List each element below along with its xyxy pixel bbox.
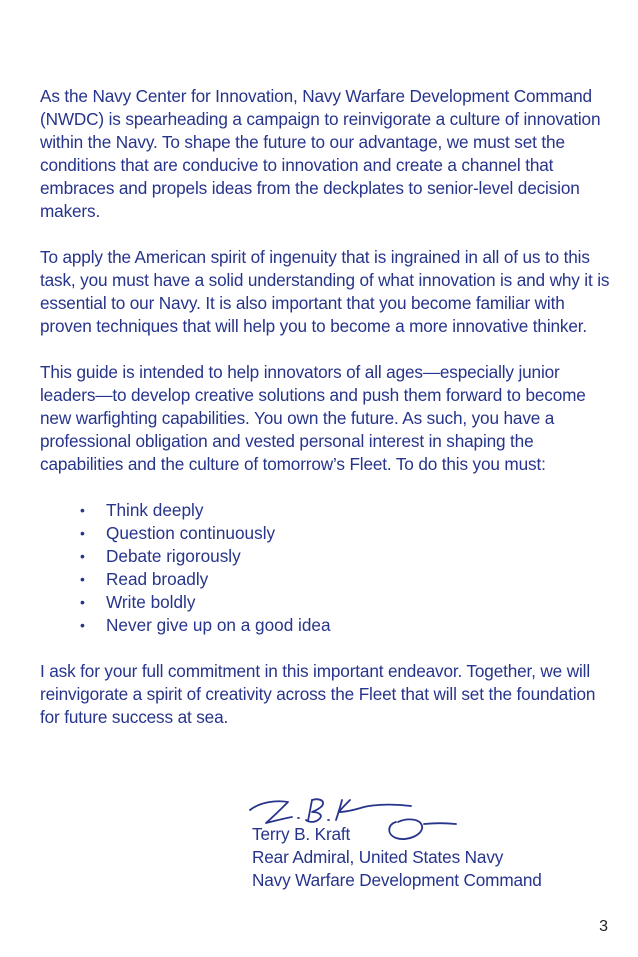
list-item: [80, 591, 610, 614]
bullet-icon: •: [80, 617, 85, 633]
list-item-text: Write boldly: [106, 592, 196, 612]
bullet-icon: •: [80, 571, 85, 587]
paragraph-guide: This guide is intended to help innovators of all ages—especially junior leaders—to develop creative solutions and push them forward to become new warfighting capabilities. You own the future. As such, you have a professional obligation and vested personal interest in shaping the capabilities and the culture of tomorrow’s Fleet. To do this you must:: [40, 362, 586, 474]
list-item-text: Question continuously: [106, 523, 276, 543]
list-item: [80, 499, 610, 522]
bullet-icon: •: [80, 525, 85, 541]
page-number: 3: [599, 918, 608, 935]
list-item-text: Never give up on a good idea: [106, 615, 331, 635]
list-item: [80, 614, 610, 637]
bullet-icon: •: [80, 502, 85, 518]
paragraph-ingenuity: To apply the American spirit of ingenuity that is ingrained in all of us to this task, you must have a solid understanding of what innovation is and why it is essential to our Navy. It is also important that you become familiar with proven techniques that will help you to become a more innovative thinker.: [40, 247, 610, 336]
list-item: [80, 545, 610, 568]
signer-title: Rear Admiral, United States Navy: [252, 847, 504, 867]
list-item-text: Debate rigorously: [106, 546, 241, 566]
paragraph-closing: I ask for your full commitment in this important endeavor. Together, we will reinvigorate a spirit of creativity across the Fleet that will set the foundation for future success at sea.: [40, 661, 596, 727]
bullet-list: [40, 499, 610, 637]
bullet-icon: •: [80, 548, 85, 564]
list-item-text: Read broadly: [106, 569, 209, 589]
bullet-icon: •: [80, 594, 85, 610]
letter-body: [40, 85, 610, 729]
signature-block: [252, 790, 612, 900]
paragraph-intro: As the Navy Center for Innovation, Navy Warfare Development Command (NWDC) is spearheading a campaign to reinvigorate a culture of innovation within the Navy. To shape the future to our advantage, we must set the conditions that are conducive to innovation and create a channel that embraces and propels ideas from the deckplates to senior-level decision makers.: [40, 86, 601, 221]
list-item: [80, 522, 610, 545]
list-item-text: Think deeply: [106, 500, 204, 520]
list-item: [80, 568, 610, 591]
signer-organization: Navy Warfare Development Command: [252, 870, 542, 890]
signer-name: Terry B. Kraft: [252, 824, 351, 844]
signature-text: [252, 823, 542, 892]
